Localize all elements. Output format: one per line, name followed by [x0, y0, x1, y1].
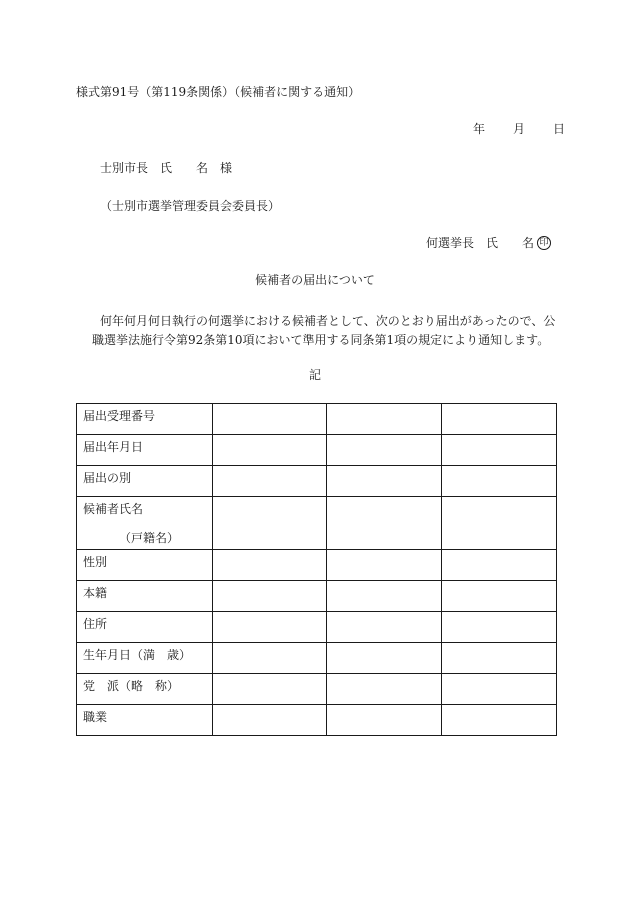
table-row: [77, 674, 557, 705]
blank-cell[interactable]: [213, 404, 327, 435]
row-label: 生年月日（満 歳）: [83, 648, 192, 662]
table-row: [77, 581, 557, 612]
row-label-cell: [77, 705, 213, 736]
blank-cell[interactable]: [327, 497, 442, 550]
blank-cell[interactable]: [327, 612, 442, 643]
row-label: 届出の別: [83, 471, 132, 485]
blank-cell[interactable]: [327, 674, 442, 705]
blank-cell[interactable]: [442, 674, 557, 705]
blank-cell[interactable]: [327, 466, 442, 497]
date-year: 年: [473, 122, 486, 136]
table-row: [77, 643, 557, 674]
row-label-cell: [77, 643, 213, 674]
row-label: 届出年月日: [83, 440, 144, 454]
row-label-cell: [77, 612, 213, 643]
blank-cell[interactable]: [327, 404, 442, 435]
addressee: 士別市長 氏 名 様: [100, 161, 233, 175]
row-label: 住所: [83, 617, 108, 631]
blank-cell[interactable]: [213, 674, 327, 705]
table-row: [77, 404, 557, 435]
blank-cell[interactable]: [442, 705, 557, 736]
sender-name: 何選挙長 氏 名: [426, 236, 535, 250]
document-heading: 候補者の届出について: [255, 273, 375, 287]
notice-table: [76, 403, 557, 736]
row-label: 届出受理番号: [83, 409, 156, 423]
row-label: 職業: [83, 710, 108, 724]
table-row: [77, 497, 557, 550]
form-title: 様式第91号（第119条関係）（候補者に関する通知）: [76, 85, 361, 99]
record-mark: 記: [308, 368, 321, 382]
blank-cell[interactable]: [213, 550, 327, 581]
row-label-cell: [77, 404, 213, 435]
row-label: 性別: [83, 555, 108, 569]
row-label-cell: [77, 581, 213, 612]
row-sub-label: （戸籍名）: [119, 531, 180, 545]
blank-cell[interactable]: [213, 466, 327, 497]
table-row: [77, 550, 557, 581]
blank-cell[interactable]: [213, 435, 327, 466]
addressee-alternate: （士別市選挙管理委員会委員長）: [100, 199, 281, 213]
blank-cell[interactable]: [327, 581, 442, 612]
date-month: 月: [513, 122, 526, 136]
row-label-cell: [77, 497, 213, 550]
blank-cell[interactable]: [442, 466, 557, 497]
blank-cell[interactable]: [327, 435, 442, 466]
blank-cell[interactable]: [442, 435, 557, 466]
blank-cell[interactable]: [442, 404, 557, 435]
table-row: [77, 466, 557, 497]
blank-cell[interactable]: [327, 550, 442, 581]
blank-cell[interactable]: [442, 550, 557, 581]
row-label-cell: [77, 674, 213, 705]
body-text: 何年何月何日執行の何選挙における候補者として、次のとおり届出があったので、公職選挙法施行令第92条第10項において準用する同条第1項の規定により通知します。: [92, 314, 556, 347]
row-label-cell: [77, 550, 213, 581]
table-row: [77, 435, 557, 466]
table-row: [77, 612, 557, 643]
row-label-cell: [77, 466, 213, 497]
seal-mark: 印: [537, 236, 551, 250]
blank-cell[interactable]: [327, 643, 442, 674]
row-label: 候補者氏名: [83, 502, 144, 516]
date-day: 日: [553, 122, 566, 136]
blank-cell[interactable]: [327, 705, 442, 736]
date-line: [473, 122, 565, 136]
blank-cell[interactable]: [442, 581, 557, 612]
blank-cell[interactable]: [442, 643, 557, 674]
row-label: 本籍: [83, 586, 108, 600]
blank-cell[interactable]: [213, 581, 327, 612]
row-label: 党 派（略 称）: [83, 679, 180, 693]
sender: [426, 236, 551, 250]
blank-cell[interactable]: [442, 612, 557, 643]
blank-cell[interactable]: [213, 497, 327, 550]
blank-cell[interactable]: [213, 612, 327, 643]
blank-cell[interactable]: [442, 497, 557, 550]
blank-cell[interactable]: [213, 643, 327, 674]
blank-cell[interactable]: [213, 705, 327, 736]
row-label-cell: [77, 435, 213, 466]
table-row: [77, 705, 557, 736]
